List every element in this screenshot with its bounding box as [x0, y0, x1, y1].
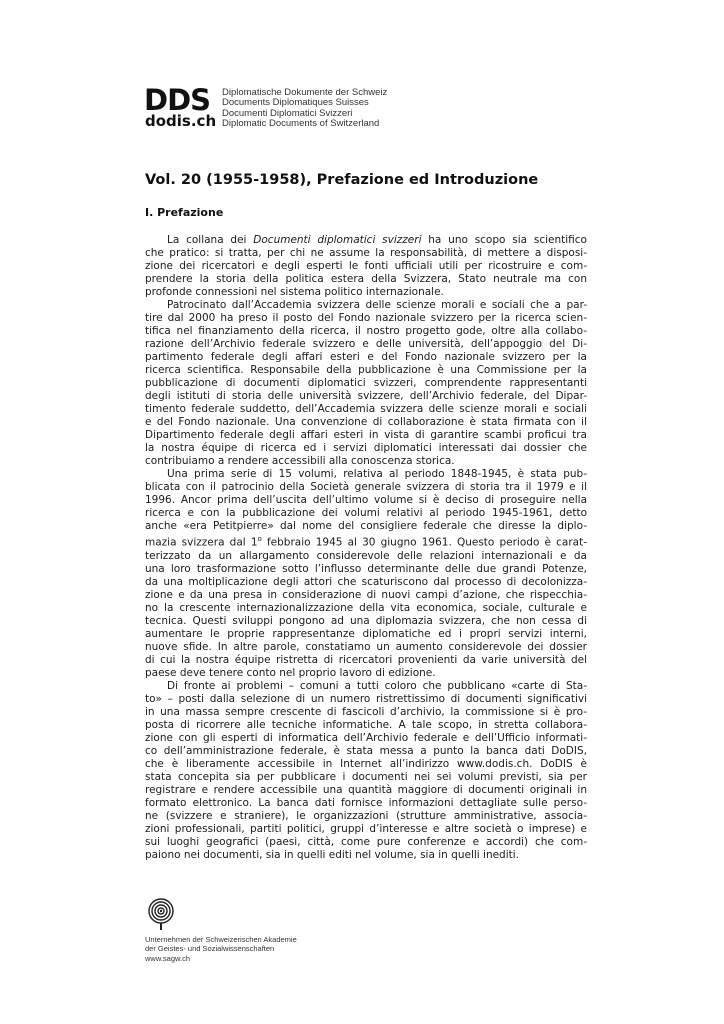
- text-line: e del Fondo nazionale. Una convenzione di collaborazione è stata firmata con il: [145, 416, 587, 428]
- logo-line-en: Diplomatic Documents of Switzerland: [222, 118, 380, 130]
- footer-url: www.sagw.ch: [145, 953, 191, 963]
- text-line: pubblicazione di documenti diplomatici svizzeri, comprendente rappresentanti: [145, 377, 587, 389]
- text-line: blicata con il patrocinio della Società generale svizzera di storia tra il 1979 e il: [145, 481, 587, 493]
- text-line: da una moltiplicazione degli attori che scaturiscono dal processo di decolonizza-: [145, 575, 587, 588]
- logo-line-de: Diplomatische Dokumente der Schweiz: [222, 87, 388, 98]
- text-line: Patrocinato dall’Accademia svizzera delle scienze morali e sociali che a par-: [167, 299, 587, 311]
- logo-descriptor-lines: [222, 88, 387, 130]
- text-line: che pratico: si tratta, per chi ne assume la responsabilità, di mettere a disposi-: [145, 247, 587, 259]
- footer-line: Unternehmen der Schweizerischen Akademie: [145, 935, 297, 944]
- text-line: di cui la nostra équipe ristretta di ricercatori provenienti da varie università del: [145, 653, 587, 666]
- text-line: zione e da una presa in considerazione di nuovi campi d’azione, che rispecchia-: [145, 588, 587, 601]
- text-line: contribuiamo a rendere accessibili alla conoscenza storica.: [145, 455, 455, 467]
- document-title: Vol. 20 (1955-1958), Prefazione ed Introduzione: [145, 172, 539, 188]
- text-line: che è liberamente accessibile in Internet all’indirizzo www.dodis.ch. DoDIS è: [145, 757, 587, 770]
- text-line: ricerca scientifica. Responsabile della pubblicazione è una Commissione per la: [145, 364, 587, 376]
- text-line: degli istituti di storia delle università svizzere, dell’Archivio federale, del Dipar-: [145, 390, 587, 402]
- dds-logo-mark: DDS: [144, 83, 211, 117]
- text-line: timento federale suddetto, dell’Accademia svizzera delle scienze morali e sociali: [145, 403, 587, 415]
- text-line: terizzato da un allargamento considerevole delle relazioni internazionali e da: [145, 549, 587, 562]
- text-line: paese deve tenere conto nel proprio lavoro di edizione.: [145, 666, 436, 679]
- text-line: aumentare le proprie rappresentanze diplomatiche ed i propri servizi interni,: [145, 627, 587, 640]
- text-line: ne (svizzere e straniere), le organizzazioni (strutture amministrative, associa-: [145, 809, 587, 822]
- text-line: formato elettronico. La banca dati fornisce informazioni dettagliate sulle perso-: [145, 796, 587, 809]
- text-line: profonde connessioni nel sistema politico internazionale.: [145, 286, 444, 298]
- dodis-logo: [144, 83, 404, 130]
- text-line: stata concepita sia per pubblicare i documenti nei sei volumi previsti, sia per: [145, 770, 587, 783]
- text-line: razione dell’Archivio federale svizzero e delle università, dell’appoggio del Di-: [145, 338, 587, 350]
- text-line: in una massa sempre crescente di fascicoli d’archivio, la commissione si è pro-: [145, 705, 587, 718]
- logo-line-fr: Documents Diplomatiques Suisses: [222, 97, 369, 109]
- text-line: ricerca e con la pubblicazione dei volumi relativi al periodo 1945-1961, detto: [145, 507, 587, 519]
- text-line: mazia svizzera dal 1$^o$ febbraio 1945 al 30 giugno 1961. Questo periodo è carat-: [145, 535, 587, 549]
- text-line: nuove sfide. In altre parole, constatiamo un aumento considerevole dei dossier: [145, 640, 587, 653]
- text-line: sui luoghi geografici (paesi, città, come pure conferenze e accordi) che com-: [145, 835, 587, 848]
- footer-line: der Geistes- und Sozialwissenschaften: [145, 944, 275, 954]
- italic-title: Documenti diplomatici svizzeri: [253, 234, 422, 246]
- text-line: tecnica. Questi sviluppi pongono ad una diplomazia svizzera, che non cessa di: [145, 614, 587, 627]
- text-line: zione con gli esperti di informatica dell’Archivio federale e dell’Ufficio informati-: [145, 731, 587, 744]
- text-line: zioni professionali, partiti politici, gruppi d’interesse e altre società o imprese) e: [145, 822, 587, 835]
- text-line: tifica nel finanziamento della ricerca, il nostro progetto gode, oltre alla collabo-: [145, 325, 587, 337]
- text-line: partimento federale degli affari esteri e del Fondo nazionale svizzero per la: [145, 351, 587, 363]
- paragraph: [145, 680, 587, 862]
- paragraph: [145, 299, 587, 468]
- text-line: paiono nei documenti, sia in quelli editi nel volume, sia in quelli inediti.: [145, 848, 520, 861]
- text-line: Dipartimento federale degli affari esteri in vista di garantire scambi proficui tra: [145, 429, 587, 441]
- sagw-emblem-icon: [145, 897, 185, 931]
- text-line: no la crescente internazionalizzazione della vita economica, sociale, culturale e: [145, 601, 587, 614]
- text-line: Una prima serie di 15 volumi, relativa al periodo 1848-1945, è stata pub-: [167, 468, 587, 480]
- text-line: registrare e rendere accessibile una quantità maggiore di documenti originali in: [145, 783, 587, 796]
- text-line: anche «era Petitpierre» dal nome del consigliere federale che diresse la diplo-: [145, 520, 587, 532]
- text-line: La collana dei Documenti diplomatici svizzeri ha uno scopo sia scientifico: [167, 234, 587, 246]
- footer-text: [145, 935, 297, 963]
- paragraph: [145, 234, 587, 299]
- text-line: prendere la storia della politica estera della Svizzera, Stato neutrale ma con: [145, 273, 587, 285]
- text-line: to» – posti dalla selezione di un numero ristrettissimo di documenti significativi: [145, 692, 587, 705]
- ordinal-superscript: o: [257, 535, 262, 543]
- text-line: la nostra équipe di ricerca ed i servizi diplomatici interessati dai dossier che: [145, 442, 587, 454]
- body-text: [145, 234, 587, 862]
- text-line: zione dei ricercatori e degli esperti le fonti ufficiali utili per ricostruire e com-: [145, 260, 587, 272]
- text-line: tire dal 2000 ha preso il posto del Fondo nazionale svizzero per la ricerca scien-: [145, 312, 587, 324]
- dodis-site-label: dodis.ch: [145, 112, 217, 130]
- text-line: 1996. Ancor prima dell’uscita dell’ultimo volume si è deciso di proseguire nella: [145, 494, 587, 506]
- text-line: una loro trasformazione sotto l’influsso determinante delle due grandi Potenze,: [145, 562, 587, 575]
- paragraph: [145, 468, 587, 680]
- section-heading: I. Prefazione: [145, 206, 224, 219]
- logo-line-it: Documenti Diplomatici Svizzeri: [222, 107, 353, 119]
- text-line: Di fronte ai problemi – comuni a tutti coloro che pubblicano «carte di Sta-: [167, 679, 587, 692]
- text-line: posta di ricorrere alle tecniche informatiche. A tale scopo, in stretta collabora-: [145, 718, 587, 731]
- text-line: co dell’amministrazione federale, è stata messa a punto la banca dati DoDIS,: [145, 744, 587, 757]
